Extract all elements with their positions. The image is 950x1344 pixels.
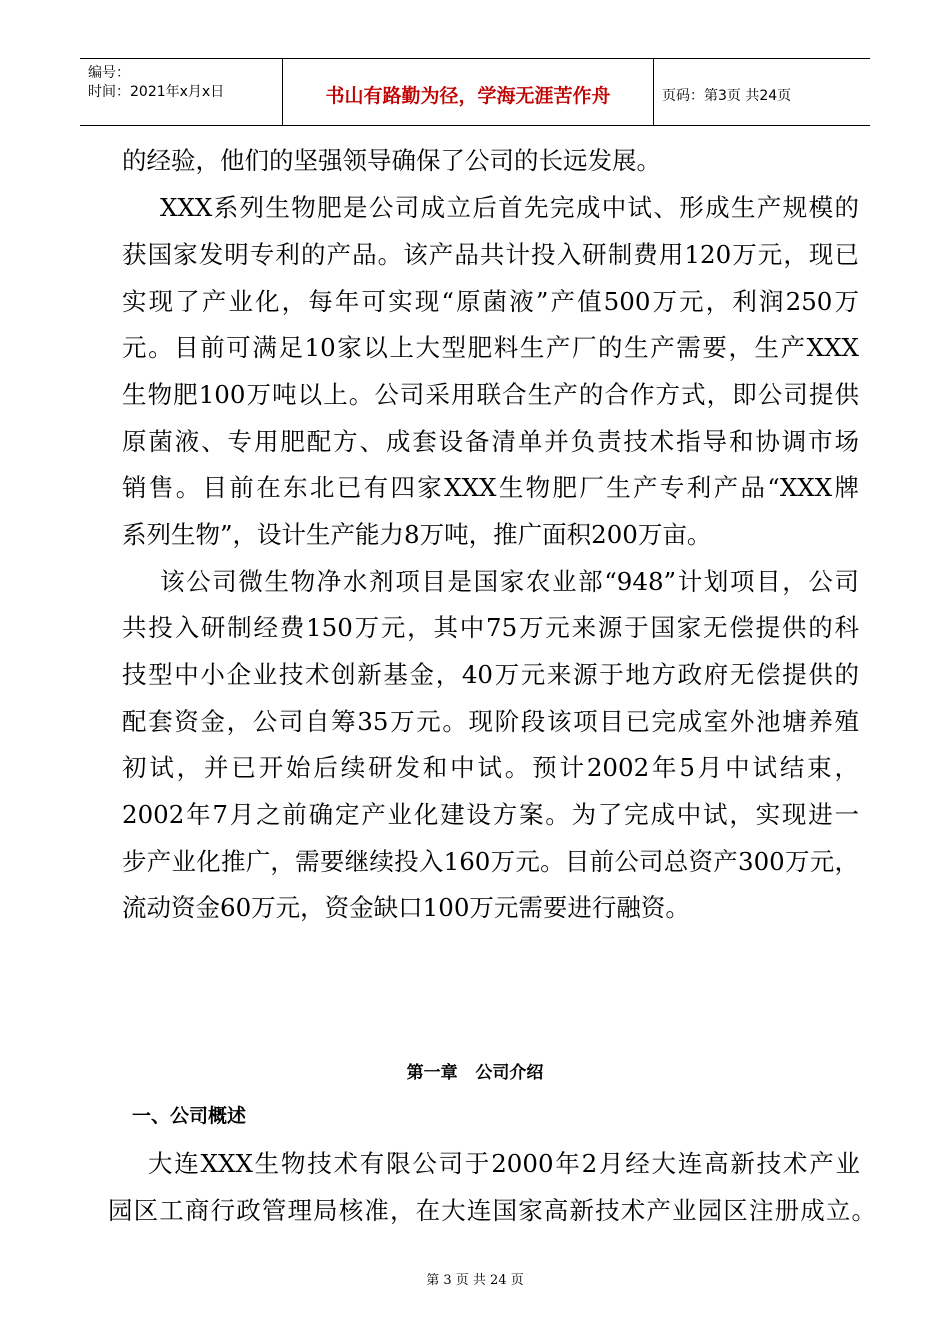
text-line: 的经验，他们的坚强领导确保了公司的长远发展。: [122, 146, 661, 175]
number-label: 编号：: [88, 65, 130, 81]
text-line: 配套资金，公司自筹35万元。现阶段该项目已完成室外池塘养殖: [122, 707, 859, 736]
text-line: 大连XXX生物技术有限公司于2000年2月经大连高新技术产业: [148, 1149, 860, 1178]
text-line: 2002年7月之前确定产业化建设方案。为了完成中试，实现进一: [122, 800, 859, 829]
text-line: 获国家发明专利的产品。该产品共计投入研制费用120万元，现已: [122, 240, 859, 269]
page-footer: 第 3 页 共 24 页: [426, 1273, 524, 1288]
section-heading: 一、公司概述: [132, 1105, 247, 1127]
header-page-info: 页码：第3页 共24页: [662, 88, 792, 104]
text-line: 初试，并已开始后续研发和中试。预计2002年5月中试结束，: [122, 753, 859, 782]
text-line: 原菌液、专用肥配方、成套设备清单并负责技术指导和协调市场: [122, 427, 859, 456]
page-header: [80, 58, 870, 126]
text-line: 元。目前可满足10家以上大型肥料生产厂的生产需要，生产XXX: [122, 333, 859, 362]
header-motto-cell: [283, 59, 654, 125]
text-line: 技型中小企业技术创新基金，40万元来源于地方政府无偿提供的: [122, 660, 859, 689]
text-line: 生物肥100万吨以上。公司采用联合生产的合作方式，即公司提供: [122, 380, 859, 409]
text-line: 实现了产业化，每年可实现“原菌液”产值500万元，利润250万: [122, 287, 859, 316]
text-line: XXX系列生物肥是公司成立后首先完成中试、形成生产规模的: [160, 193, 859, 222]
chapter-title: 第一章 公司介绍: [406, 1063, 544, 1083]
text-line: 流动资金60万元，资金缺口100万元需要进行融资。: [122, 893, 690, 922]
text-line: 园区工商行政管理局核准，在大连国家高新技术产业园区注册成立。: [108, 1196, 876, 1225]
text-line: 共投入研制经费150万元，其中75万元来源于国家无偿提供的科: [122, 613, 859, 642]
time-line: 时间：2021年x月x日: [88, 84, 225, 100]
text-line: 销售。目前在东北已有四家XXX生物肥厂生产专利产品“XXX牌: [122, 473, 859, 502]
text-line: 该公司微生物净水剂项目是国家农业部“948”计划项目，公司: [160, 567, 859, 596]
header-left-cell: [80, 59, 283, 125]
header-page-cell: [654, 59, 870, 125]
text-line: 步产业化推广，需要继续投入160万元。目前公司总资产300万元，: [122, 847, 859, 876]
text-line: 系列生物”，设计生产能力8万吨，推广面积200万亩。: [122, 520, 712, 549]
header-motto: 书山有路勤为径，学海无涯苦作舟: [325, 85, 611, 107]
